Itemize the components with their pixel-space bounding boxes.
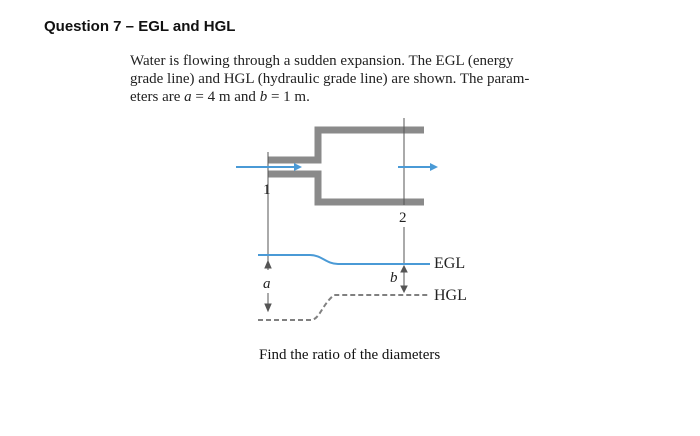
statement-line-1: Water is flowing through a sudden expansion. The EGL (energy [130,53,514,69]
param-a-symbol: a [184,89,192,105]
dimension-b-label: b [390,270,398,286]
param-b-symbol: b [259,89,268,105]
dimension-a-label: a [263,276,271,292]
param-a-value: = 4 m and [191,89,260,105]
station-2-label: 2 [399,210,407,226]
statement-line-3-prefix: eters are [130,89,185,105]
param-b-value: = 1 m. [267,89,310,105]
egl-label: EGL [434,255,466,272]
pipe-upper-wall [268,130,424,160]
hgl-line [258,295,430,320]
statement-line-2: grade line) and HGL (hydraulic grade line) are shown. The param- [130,71,530,87]
hgl-label: HGL [434,287,467,304]
instruction-text: Find the ratio of the diameters [259,347,441,363]
pipe-lower-wall [268,174,424,202]
dimension-b [401,266,407,292]
question-title: Question 7 – EGL and HGL [44,18,236,35]
station-1-label: 1 [263,182,271,198]
